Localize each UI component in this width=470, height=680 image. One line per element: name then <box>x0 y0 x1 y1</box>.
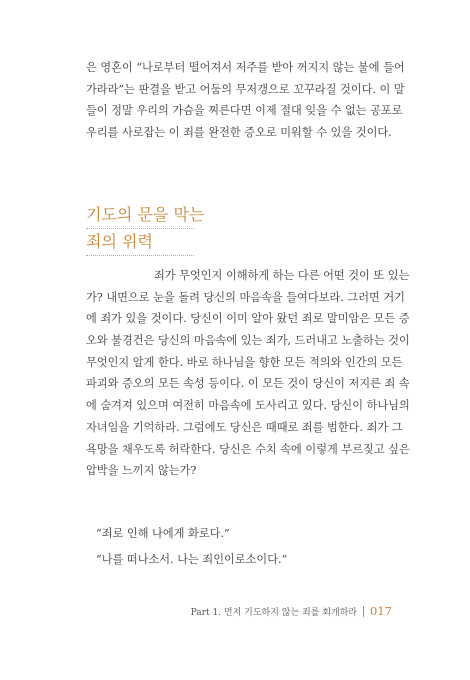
text-line: 압박을 느끼지 않는가? <box>86 464 197 478</box>
section-heading <box>86 202 205 256</box>
quotes-block <box>96 521 287 573</box>
text-line: 가? 내면으로 눈을 돌려 당신의 마음속을 들여다보라. 그러면 거기 <box>86 290 405 304</box>
text-line: 죄가 무엇인지 이해하게 하는 다른 어떤 것이 또 있는 <box>154 269 410 282</box>
text-line: 우리를 사로잡는 이 죄를 완전한 증오로 미워할 수 있을 것이다. <box>86 126 392 140</box>
intro-paragraph <box>86 57 405 144</box>
page-footer <box>191 604 392 618</box>
text-line: 무엇인지 알게 한다. 바로 하나님을 향한 모든 적의와 인간의 모든 <box>86 355 403 369</box>
text-line: 자녀임을 기억하라. 그럼에도 당신은 때때로 죄를 범한다. 죄가 그 <box>86 420 403 434</box>
quote-line: “나를 떠나소서. 나는 죄인이로소이다.” <box>96 553 288 566</box>
footer-divider <box>363 606 364 617</box>
text-line: 욕망을 채우도록 허락한다. 당신은 수치 속에 이렇게 부르짖고 싶은 <box>86 442 410 456</box>
text-line: 파괴와 증오의 모든 속성 등이다. 이 모든 것이 당신이 저지른 죄 속 <box>86 377 410 391</box>
body-paragraph <box>86 265 410 482</box>
text-line: 들이 정말 우리의 가슴을 찌른다면 이제 절대 잊을 수 없는 공포로 <box>86 104 403 118</box>
text-line: 에 숨겨져 있으며 여전히 마음속에 도사리고 있다. 당신이 하나님의 <box>86 399 410 413</box>
section-heading-line-1: 기도의 문을 막는 <box>86 202 194 229</box>
quote-line: “죄로 인해 나에게 화로다.” <box>96 527 230 540</box>
page-number: 017 <box>370 604 392 618</box>
text-line: 은 영혼이 “나로부터 떨어져서 저주를 받아 꺼지지 않는 불에 들어 <box>86 61 405 74</box>
section-heading-line-2: 죄의 위력 <box>86 229 194 256</box>
running-footer-text: Part 1. 먼저 기도하지 않는 죄를 회개하라 <box>190 608 358 618</box>
text-line: 에 죄가 있을 것이다. 당신이 이미 알아 왔던 죄로 말미암은 모든 증 <box>86 312 410 326</box>
text-line: 가라라”는 판결을 받고 어둠의 무저갱으로 꼬꾸라질 것이다. 이 말 <box>86 82 405 96</box>
text-line: 오와 불경건은 당신의 마음속에 있는 죄가, 드러내고 노출하는 것이 <box>86 334 410 348</box>
